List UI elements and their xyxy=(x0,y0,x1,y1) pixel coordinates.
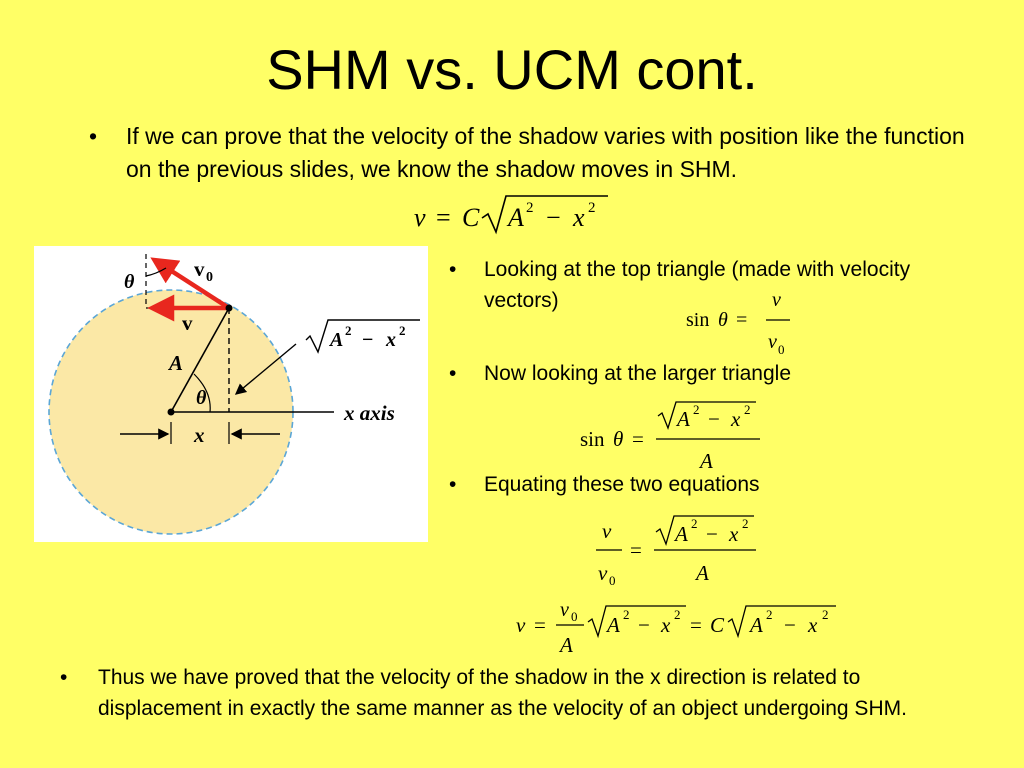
eq-A: A xyxy=(675,522,688,546)
eq-C: C xyxy=(462,203,480,232)
eq-equals: = xyxy=(736,309,748,331)
equation-equated xyxy=(590,508,770,592)
sqrt-sign-1 xyxy=(588,606,686,636)
eq-den-A: A xyxy=(560,633,573,657)
particle-point xyxy=(226,305,233,312)
eq-den-v0-sub: 0 xyxy=(778,342,785,357)
label-sqrt-x: x xyxy=(386,329,396,351)
eq-x-exp: 2 xyxy=(674,607,681,622)
sub-bullet-1-text: Looking at the top triangle (made with velocity vectors) xyxy=(484,258,911,312)
bullet-marker: • xyxy=(60,666,68,689)
label-v0-sub: 0 xyxy=(206,270,213,285)
eq-A: A xyxy=(607,613,620,637)
eq-num-v0-sub: 0 xyxy=(571,609,578,624)
eq-A-exp: 2 xyxy=(623,607,630,622)
intro-bullet-text: If we can prove that the velocity of the shadow varies with position like the function on the previous slides, we know the shadow moves in SHM. xyxy=(126,123,965,182)
eq-A-exp: 2 xyxy=(691,516,698,531)
eq-theta: θ xyxy=(613,427,624,451)
label-v0: v xyxy=(194,257,205,281)
eq-x: x xyxy=(731,407,741,431)
eq-A: A xyxy=(508,203,524,232)
eq-den-v0: v xyxy=(598,561,608,585)
equation-sin-v-ratio xyxy=(682,284,812,360)
equation-velocity-shm xyxy=(408,190,618,240)
eq-x-exp: 2 xyxy=(588,200,596,216)
eq-minus: − xyxy=(706,522,718,546)
eq-equals: = xyxy=(632,427,644,451)
eq-x-exp-2: 2 xyxy=(822,607,829,622)
eq-x: x xyxy=(573,203,585,232)
conclusion-bullet-text: Thus we have proved that the velocity of the shadow in the x direction is related to displacement in exactly the same manner as the velocity of an object undergoing SHM. xyxy=(98,666,907,720)
eq-den-A: A xyxy=(696,561,709,585)
sub-bullet-2-text: Now looking at the larger triangle xyxy=(484,362,792,385)
label-sqrt-x-exp: 2 xyxy=(399,323,406,338)
sqrt-sign xyxy=(658,402,756,428)
eq-x-2: x xyxy=(808,613,818,637)
label-x-axis: x axis xyxy=(344,401,395,425)
eq-num-v: v xyxy=(602,519,612,543)
eq-v: v xyxy=(414,203,426,232)
eq-num-v: v xyxy=(772,289,781,311)
eq-minus: − xyxy=(708,407,720,431)
label-v: v xyxy=(182,311,193,335)
label-sqrt-minus: − xyxy=(362,329,374,351)
eq-equals: = xyxy=(630,538,642,562)
eq-minus: − xyxy=(638,613,650,637)
eq-equals: = xyxy=(436,203,451,232)
eq-den-v0-sub: 0 xyxy=(609,573,616,588)
equation-final xyxy=(510,594,850,660)
label-sqrt-A: A xyxy=(330,329,344,351)
bullet-marker: • xyxy=(89,123,98,149)
label-sqrt-A-exp: 2 xyxy=(345,323,352,338)
bullet-marker: • xyxy=(449,362,457,385)
eq-A: A xyxy=(677,407,690,431)
eq-A-exp: 2 xyxy=(526,200,534,216)
eq-num-v0: v xyxy=(560,599,569,621)
eq-equals: = xyxy=(534,613,546,637)
eq-den-A: A xyxy=(700,449,713,473)
eq-equals-2: = xyxy=(690,613,702,637)
sqrt-sign-2 xyxy=(728,606,836,636)
eq-x: x xyxy=(661,613,671,637)
label-theta-top: θ xyxy=(124,271,135,293)
sqrt-sign xyxy=(656,516,754,544)
eq-sin: sin xyxy=(686,309,710,331)
eq-A-2: A xyxy=(750,613,763,637)
eq-x: x xyxy=(729,522,739,546)
eq-A-exp: 2 xyxy=(693,402,700,417)
bullet-marker: • xyxy=(449,473,457,496)
sub-bullet-3-text: Equating these two equations xyxy=(484,473,760,496)
eq-minus-2: − xyxy=(784,613,796,637)
label-A: A xyxy=(169,351,184,375)
slide-title: SHM vs. UCM cont. xyxy=(266,38,758,101)
bullet-marker: • xyxy=(449,258,457,281)
eq-v: v xyxy=(516,613,526,637)
ucm-diagram xyxy=(34,246,428,542)
eq-den-v0: v xyxy=(768,331,777,353)
label-x: x xyxy=(194,423,205,447)
eq-theta: θ xyxy=(718,309,728,331)
label-theta-bottom: θ xyxy=(196,387,207,409)
eq-x-exp: 2 xyxy=(742,516,749,531)
eq-A-exp-2: 2 xyxy=(766,607,773,622)
center-point xyxy=(168,409,175,416)
eq-x-exp: 2 xyxy=(744,402,751,417)
eq-minus: − xyxy=(546,203,561,232)
eq-C: C xyxy=(710,613,725,637)
equation-sin-geometry xyxy=(576,396,776,474)
eq-sin: sin xyxy=(580,427,605,451)
